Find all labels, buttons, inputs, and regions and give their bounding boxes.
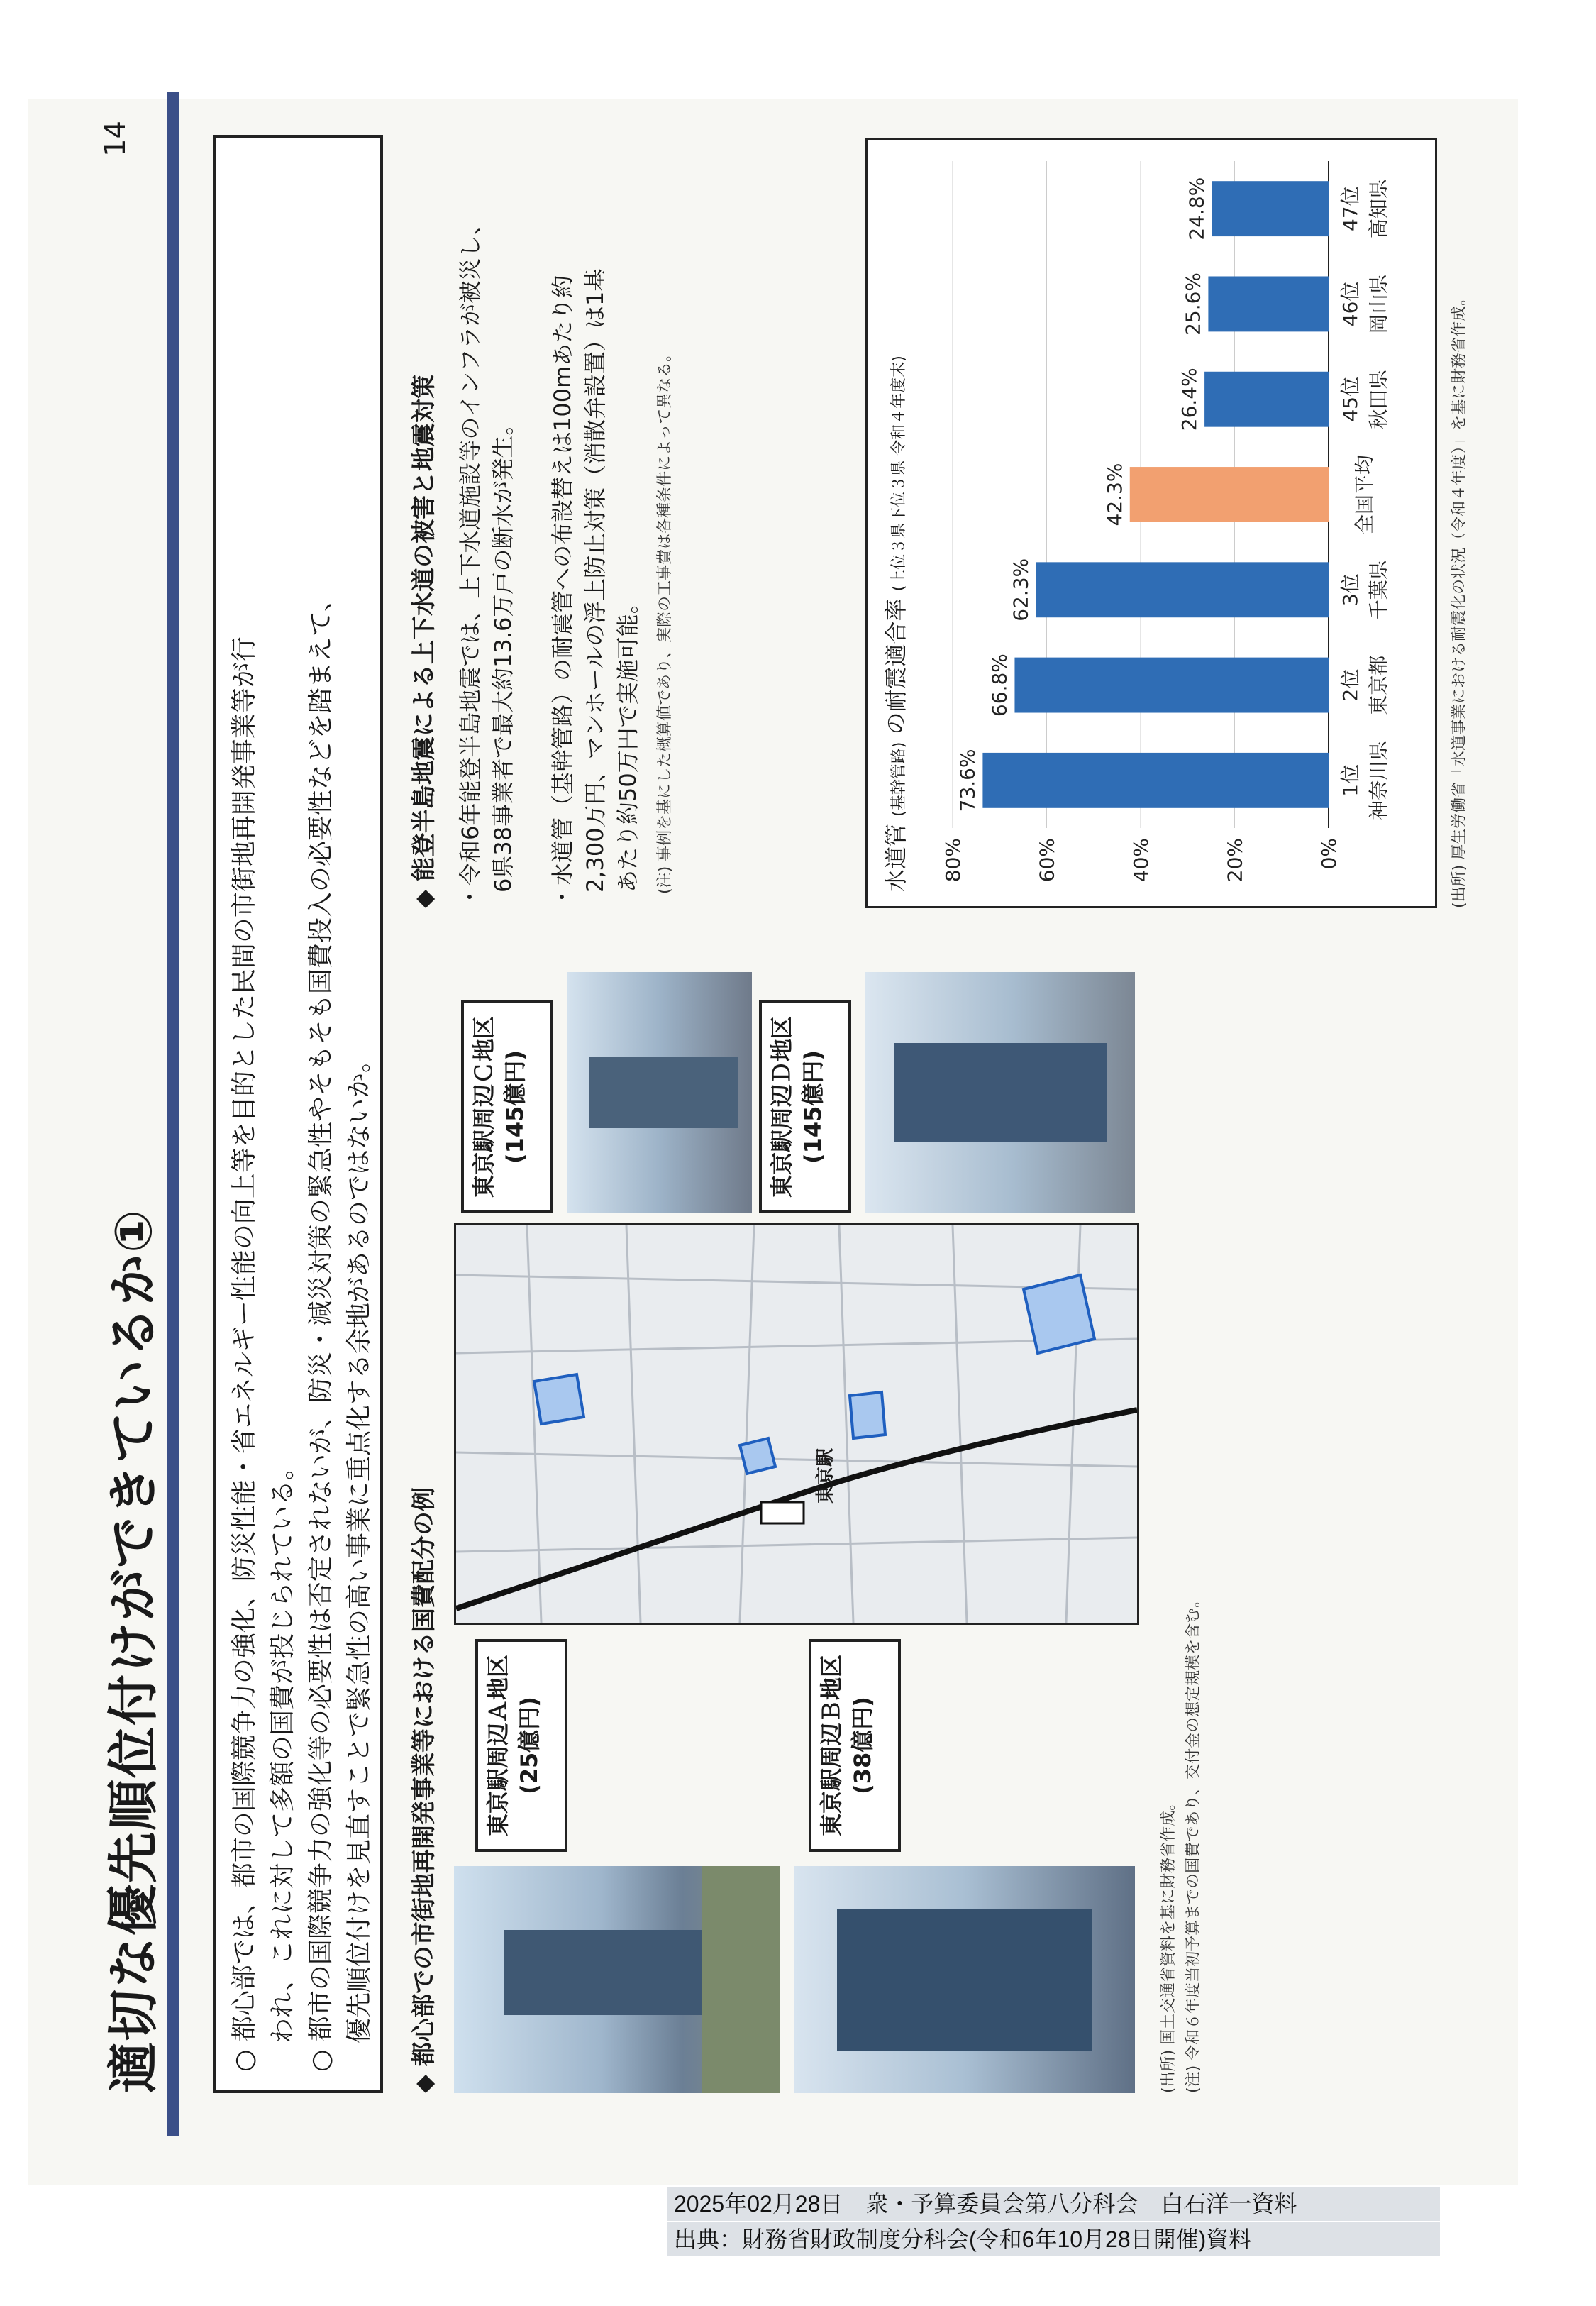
section-heading-water: ◆ 能登半島地震による上下水道の被害と地震対策 <box>410 375 438 908</box>
bar <box>1014 658 1329 713</box>
title-underline <box>167 92 179 2136</box>
map-station-label: 東京駅 <box>815 1447 836 1504</box>
water-bullet-line: ・令和6年能登半島地震では、上下水道施設等のインフラが被災し、 <box>457 212 484 908</box>
district-b-label <box>809 1639 901 1852</box>
summary-line: ○ 都心部では、都市の国際競争力の強化、防災性能・省エネルギー性能の向上等を目的とした民間の市街地再開発事業等が行 <box>230 636 259 2072</box>
area-map <box>454 1223 1139 1625</box>
chart-title-rest: の耐震適合率 <box>882 598 909 735</box>
district-name: 東京駅周辺Ｂ地区 <box>818 1655 845 1837</box>
page-number: 14 <box>99 121 132 157</box>
summary-line: われ、これに対して多額の国費が投じられている。 <box>268 1454 297 2043</box>
chart-subtitle: (上位３県下位３県 令和４年度末) <box>890 355 908 592</box>
summary-line: ○ 都市の国際競争力の強化等の必要性は否定されないが、防災・減災対策の緊急性やそもそも国費投入の必要性などを踏まえて、 <box>306 585 336 2072</box>
district-amount: (145億円) <box>501 1049 528 1164</box>
chart-svg <box>868 140 1435 906</box>
building-photo-b <box>794 1866 1135 2093</box>
summary-box <box>213 135 383 2093</box>
district-amount: (38億円) <box>849 1697 876 1794</box>
bar <box>1212 181 1329 236</box>
district-a-label <box>475 1639 567 1852</box>
bar-value-label: 25.6% <box>1181 272 1205 336</box>
category-label: 全国平均 <box>1353 454 1376 535</box>
bar-value-label: 42.3% <box>1102 463 1126 526</box>
y-tick-label: 0% <box>1317 838 1341 870</box>
y-tick-label: 60% <box>1035 838 1059 883</box>
water-bullet-1 <box>454 213 519 908</box>
bar-value-label: 24.8% <box>1185 177 1209 241</box>
y-tick-label: 20% <box>1223 838 1247 883</box>
building-photo-c <box>567 972 752 1213</box>
category-label: 東京都 <box>1367 655 1390 715</box>
building-photo-a <box>454 1866 780 2093</box>
district-amount: (145億円) <box>799 1049 826 1164</box>
building-photo-d <box>865 972 1135 1213</box>
y-tick-label: 80% <box>941 838 965 883</box>
section-heading-redevelopment: ◆ 都心部での市街地再開発事業等における国費配分の例 <box>410 1487 438 2093</box>
bar <box>1204 372 1329 427</box>
bar <box>1036 562 1329 617</box>
category-label: 千葉県 <box>1367 560 1390 620</box>
chart-title-paren: (基幹管路) <box>890 741 908 817</box>
rank-label: 3位 <box>1339 573 1362 607</box>
category-label: 岡山県 <box>1367 274 1390 334</box>
water-bullet-line: 6県38事業者で最大約13.6万戸の断水が発生。 <box>489 412 516 893</box>
rank-label: 46位 <box>1339 281 1362 327</box>
bar-value-label: 66.8% <box>987 653 1012 717</box>
rank-label: 47位 <box>1339 186 1362 231</box>
water-footnote: (注) 事例を基にした概算値であり、実際の工事費は各種条件によって異なる。 <box>656 346 674 894</box>
category-label: 高知県 <box>1367 179 1390 239</box>
water-bullet-line: ・水道管（基幹管路）の耐震管への布設替えは100mあたり約 <box>549 275 576 908</box>
slide-title <box>85 92 170 2136</box>
rank-label: 45位 <box>1339 376 1362 422</box>
bar-value-label: 26.4% <box>1177 368 1202 431</box>
bar-value-label: 62.3% <box>1009 558 1033 622</box>
water-bullet-line: あたり約50万円で実施可能。 <box>614 591 641 893</box>
water-bullet-2 <box>546 269 644 908</box>
district-name: 東京駅周辺Ｄ地区 <box>768 1016 795 1198</box>
category-label: 秋田県 <box>1367 369 1390 429</box>
water-bullet-line: 2,300万円、マンホールの浮上防止対策（消散弁設置）は1基 <box>582 268 609 893</box>
bar <box>1130 467 1329 522</box>
bar-value-label: 73.6% <box>955 749 980 812</box>
chart-title-main: 水道管 <box>882 823 909 892</box>
page-title: 適切な優先順位付けができているか① <box>104 1208 163 2093</box>
footer-line-2: 出典：財務省財政制度分科会(令和6年10月28日開催)資料 <box>667 2222 1440 2256</box>
footer-line-1: 2025年02月28日 衆・予算委員会第八分科会 白石洋一資料 <box>667 2187 1440 2221</box>
district-name: 東京駅周辺Ａ地区 <box>484 1655 511 1837</box>
rank-label: 1位 <box>1339 763 1362 797</box>
rank-label: 2位 <box>1339 668 1362 702</box>
y-tick-label: 40% <box>1129 838 1153 883</box>
right-source-note: (出所) 厚生労働省「水道事業における耐震化の状況（令和４年度）」を基に財務省作成。 <box>1451 289 1468 908</box>
summary-line: 優先順位付けを見直すことで緊急性の高い事業に重点化する余地があるのではないか。 <box>345 1047 374 2043</box>
left-footnote: (注) 令和６年度当初予算までの国費であり、交付金の想定規模を含む。 <box>1185 1591 1202 2093</box>
slide <box>85 92 1490 2136</box>
seismic-chart <box>865 138 1437 908</box>
district-d-label <box>759 1000 851 1213</box>
district-name: 東京駅周辺Ｃ地区 <box>470 1016 497 1198</box>
left-source-note: (出所) 国土交通省資料を基に財務省作成。 <box>1160 1794 1177 2093</box>
category-label: 神奈川県 <box>1367 740 1390 820</box>
bar <box>982 753 1329 808</box>
district-c-label <box>461 1000 553 1213</box>
district-amount: (25億円) <box>516 1697 543 1794</box>
bar <box>1208 276 1329 331</box>
